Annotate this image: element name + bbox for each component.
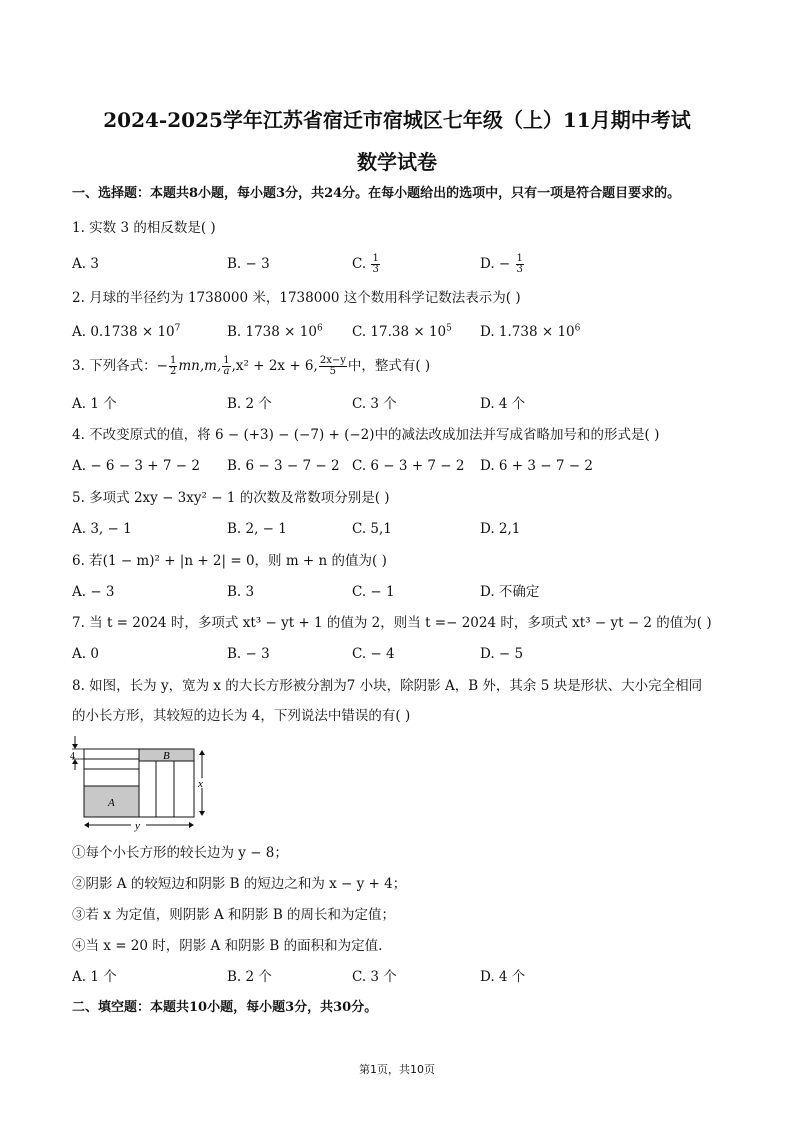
q6-option-b: B. 3 <box>227 584 255 600</box>
question-7-options <box>72 644 692 664</box>
fig-label-x: x <box>198 778 203 790</box>
q8-statement-3: ③若 x 为定值，则阴影 A 和阴影 B 的周长和为定值； <box>72 907 396 923</box>
question-5-stem: 5. 多项式 2xy − 3xy² − 1 的次数及常数项分别是( ) <box>72 490 390 506</box>
q8-option-d: D. 4 个 <box>480 969 526 985</box>
q2-option-d: D. $1.738 \times 10^6$ <box>480 323 581 340</box>
exam-title: 2024-2025学年江苏省宿迁市宿城区七年级（上）11月期中考试 <box>103 108 691 132</box>
q3-option-a: A. 1 个 <box>72 396 117 412</box>
question-4-options <box>72 456 692 476</box>
fig-label-y: y <box>135 820 140 832</box>
q8-option-a: A. 1 个 <box>72 969 117 985</box>
section-2-heading: 二、填空题：本题共10小题，每小题3分，共30分。 <box>72 1000 378 1015</box>
question-8-stem-line-1: 8. 如图，长为 y，宽为 x 的大长方形被分割为7 小块，除阴影 A，B 外，其余 5 块是形状、大小完全相同 <box>72 678 703 694</box>
q4-option-d: D. 6 + 3 − 7 − 2 <box>480 458 593 474</box>
question-1-stem: 1. 实数 3 的相反数是( ) <box>72 220 216 236</box>
q4-option-a: A. − 6 − 3 + 7 − 2 <box>72 458 200 474</box>
question-3-stem: 3. 下列各式：− $\frac{1}{2}$ mn,m, $\frac{1}{a}$ ,x² + 2x + 6, $\frac{2x-y}{5}$ 中，整式有( ) <box>72 355 431 377</box>
question-2-options <box>72 322 692 342</box>
q1-option-c: C. $\frac{1}{3}$ <box>352 253 379 275</box>
question-6-stem: 6. 若(1 − m)² + |n + 2| = 0，则 m + n 的值为( ) <box>72 553 387 569</box>
q1-option-d: D. − $\frac{1}{3}$ <box>480 253 523 275</box>
q4-option-b: B. 6 − 3 − 7 − 2 <box>227 458 340 474</box>
q7-option-b: B. − 3 <box>227 646 270 662</box>
q7-option-d: D. − 5 <box>480 646 524 662</box>
q8-statement-4: ④当 x = 20 时，阴影 A 和阴影 B 的面积和为定值. <box>72 938 383 954</box>
fig-label-a: A <box>108 797 115 809</box>
section-1-heading: 一、选择题：本题共8小题，每小题3分，共24分。在每小题给出的选项中，只有一项是符合题目要求的。 <box>72 186 681 201</box>
q6-option-c: C. − 1 <box>352 584 395 600</box>
q3-option-b: B. 2 个 <box>227 396 272 412</box>
rectangle-figure <box>66 734 216 834</box>
page-footer: 第1页，共10页 <box>359 1063 435 1076</box>
q1-option-a: A. 3 <box>72 256 99 272</box>
q3-option-d: D. 4 个 <box>480 396 526 412</box>
question-4-stem: 4. 不改变原式的值，将 6 − (+3) − (−7) + (−2)中的减法改成加法并写成省略加号和的形式是( ) <box>72 427 660 443</box>
question-5-options <box>72 519 692 539</box>
question-8-stem-line-2: 的小长方形，其较短的边长为 4，下列说法中错误的有( ) <box>72 708 411 724</box>
q8-option-c: C. 3 个 <box>352 969 397 985</box>
fig-label-b: B <box>163 750 170 762</box>
q3-option-c: C. 3 个 <box>352 396 397 412</box>
question-7-stem: 7. 当 t = 2024 时，多项式 xt³ − yt + 1 的值为 2，则当 t =− 2024 时，多项式 xt³ − yt − 2 的值为( ) <box>72 615 712 631</box>
q8-option-b: B. 2 个 <box>227 969 272 985</box>
q4-option-c: C. 6 − 3 + 7 − 2 <box>352 458 465 474</box>
q6-option-d: D. 不确定 <box>480 584 540 600</box>
q5-option-b: B. 2, − 1 <box>227 521 287 537</box>
question-1-options <box>72 254 692 274</box>
q2-option-a: A. $0.1738 \times 10^7$ <box>72 323 181 340</box>
q8-statement-2: ②阴影 A 的较短边和阴影 B 的短边之和为 x − y + 4； <box>72 876 407 892</box>
q6-option-a: A. − 3 <box>72 584 115 600</box>
exam-subtitle: 数学试卷 <box>357 150 437 174</box>
question-2-stem: 2. 月球的半径约为 1738000 米，1738000 这个数用科学记数法表示为( ) <box>72 290 521 306</box>
q5-option-a: A. 3, − 1 <box>72 521 132 537</box>
question-3-options <box>72 394 692 414</box>
q1-option-b: B. − 3 <box>227 256 270 272</box>
question-8-options <box>72 967 692 987</box>
q7-option-a: A. 0 <box>72 646 99 662</box>
question-6-options <box>72 582 692 602</box>
q2-option-b: B. $1738 \times 10^6$ <box>227 323 323 340</box>
q5-option-c: C. 5,1 <box>352 521 392 537</box>
q2-option-c: C. $17.38 \times 10^5$ <box>352 323 452 340</box>
q7-option-c: C. − 4 <box>352 646 395 662</box>
fig-label-four: 4 <box>70 751 75 762</box>
q5-option-d: D. 2,1 <box>480 521 521 537</box>
q8-statement-1: ①每个小长方形的较长边为 y − 8； <box>72 845 288 861</box>
